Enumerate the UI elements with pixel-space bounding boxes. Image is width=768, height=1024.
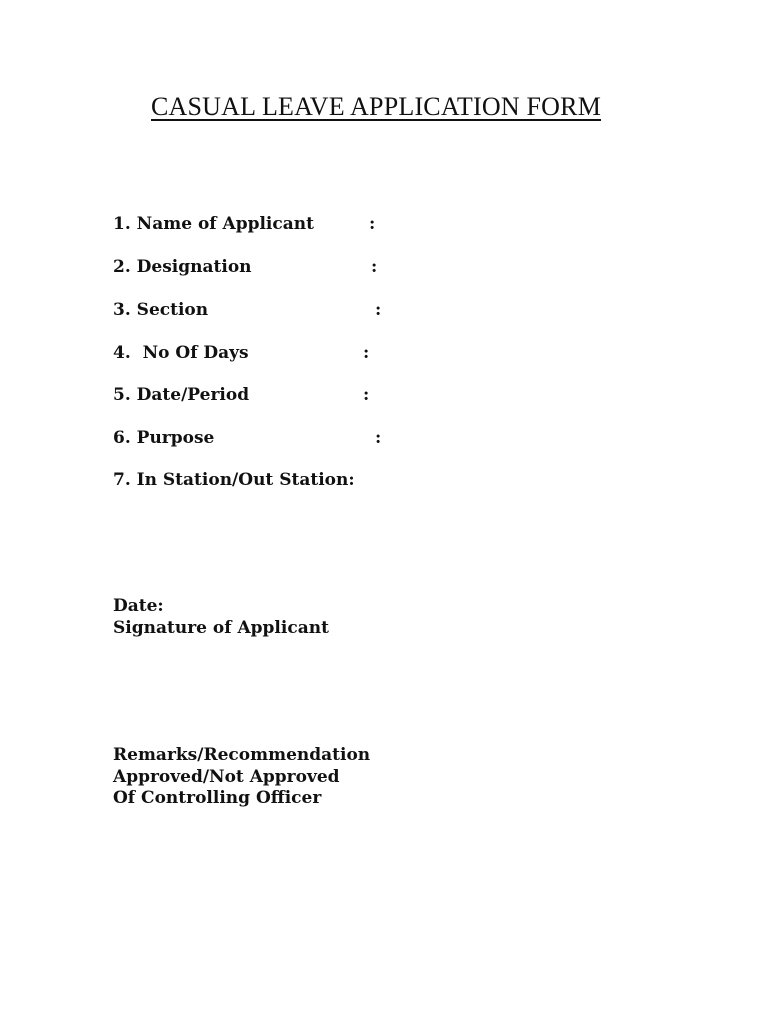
date-label: Date: [113, 596, 164, 616]
field-designation [113, 256, 378, 278]
remarks-block [113, 745, 370, 810]
signature-block [113, 596, 329, 639]
field-separator: : [363, 385, 370, 405]
signature-label: Signature of Applicant [113, 617, 329, 638]
form-title: CASUAL LEAVE APPLICATION FORM [151, 92, 602, 121]
field-label: 3. Section [113, 300, 209, 320]
field-section [113, 299, 382, 321]
field-separator: : [371, 257, 378, 277]
field-in-station-out-station [113, 469, 355, 491]
field-separator: : [369, 214, 376, 234]
field-label: 7. In Station/Out Station: [113, 470, 355, 490]
field-purpose [113, 427, 382, 449]
field-label: 2. Designation [113, 257, 252, 277]
field-separator: : [375, 428, 382, 448]
field-label: 5. Date/Period [113, 385, 250, 405]
field-separator: : [363, 343, 370, 363]
field-separator: : [375, 300, 382, 320]
field-name-of-applicant [113, 213, 376, 235]
field-label: 6. Purpose [113, 428, 215, 448]
officer-line: Of Controlling Officer [113, 788, 322, 808]
field-label: 1. Name of Applicant [113, 214, 314, 234]
field-label: 4. No Of Days [113, 343, 249, 363]
remarks-line: Remarks/Recommendation [113, 745, 371, 765]
field-no-of-days [113, 342, 370, 364]
approval-line: Approved/Not Approved [113, 766, 340, 787]
field-date-period [113, 384, 370, 406]
